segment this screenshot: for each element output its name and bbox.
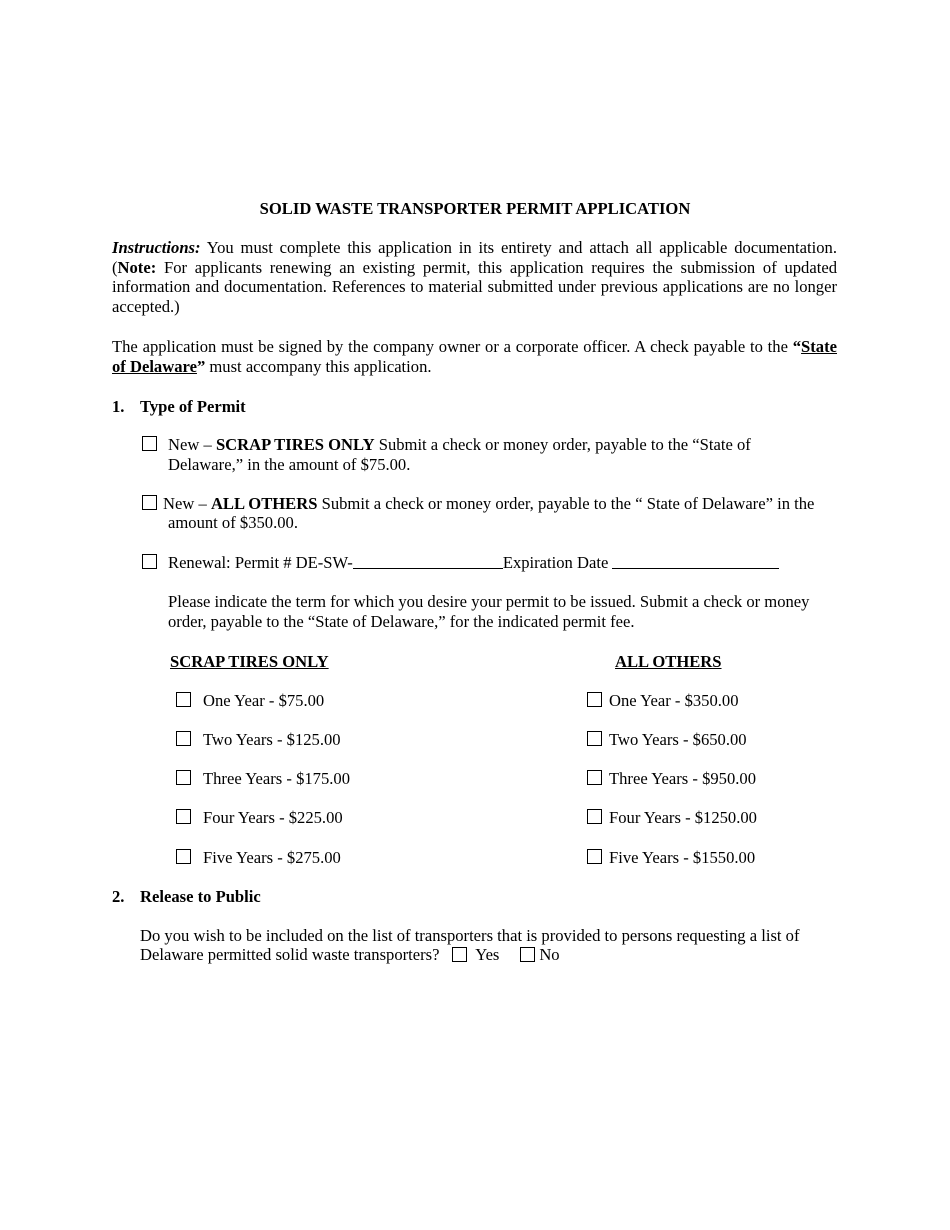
new-all-others-line-2: amount of $350.00. bbox=[168, 513, 298, 532]
section-2-number: 2. bbox=[112, 887, 125, 906]
new-scrap-tires-bold: SCRAP TIRES ONLY bbox=[215, 435, 375, 454]
new-all-others-checkbox[interactable] bbox=[142, 495, 157, 510]
scrap-one-year-label: One Year - $75.00 bbox=[203, 691, 325, 710]
new-all-others-bold: ALL OTHERS bbox=[210, 494, 318, 513]
permit-number-field[interactable] bbox=[353, 554, 503, 569]
others-two-years-label: Two Years - $650.00 bbox=[609, 730, 747, 749]
scrap-five-years-label: Five Years - $275.00 bbox=[203, 848, 341, 867]
note-label: Note: bbox=[117, 257, 157, 277]
scrap-two-years-checkbox[interactable] bbox=[176, 731, 191, 746]
expiration-date-field[interactable] bbox=[612, 554, 779, 569]
scrap-four-years-label: Four Years - $225.00 bbox=[203, 808, 343, 827]
release-no-checkbox[interactable] bbox=[520, 947, 535, 962]
others-three-years-checkbox[interactable] bbox=[587, 770, 602, 785]
term-instructions: Please indicate the term for which you desire your permit to be issued. Submit a check or money order, payable to the “State of Delaware,” for the indicated permit fee. bbox=[168, 592, 810, 631]
others-two-years-checkbox[interactable] bbox=[587, 731, 602, 746]
scrap-five-years-checkbox[interactable] bbox=[176, 849, 191, 864]
renewal-line bbox=[168, 553, 779, 573]
instructions-text: You must complete this application in its entirety and attach all applicable documentation. ( bbox=[112, 238, 837, 277]
others-four-years-checkbox[interactable] bbox=[587, 809, 602, 824]
scrap-tires-header: SCRAP TIRES ONLY bbox=[170, 652, 329, 671]
others-five-years-checkbox[interactable] bbox=[587, 849, 602, 864]
scrap-two-years-label: Two Years - $125.00 bbox=[203, 730, 341, 749]
note-text: For applicants renewing an existing permit, this application requires the submission of updated information and documentation. References to material submitted under previous applications are no longer accepted.) bbox=[112, 257, 837, 316]
release-question-line-2 bbox=[140, 945, 560, 965]
section-2-title: Release to Public bbox=[140, 887, 261, 906]
new-scrap-tires-line-2: Delaware,” in the amount of $75.00. bbox=[168, 455, 411, 474]
signature-text: The application must be signed by the company owner or a corporate officer. A check payable to the bbox=[112, 337, 793, 356]
section-1-number: 1. bbox=[112, 397, 125, 416]
release-no-label: No bbox=[539, 945, 560, 964]
payee-name: State of Delaware bbox=[112, 337, 837, 376]
page-title: SOLID WASTE TRANSPORTER PERMIT APPLICATION bbox=[259, 199, 691, 218]
signature-paragraph: The application must be signed by the company owner or a corporate officer. A check payable to the “State of Delaware” must accompany this application. bbox=[112, 337, 837, 376]
release-yes-checkbox[interactable] bbox=[452, 947, 467, 962]
new-scrap-tires-checkbox[interactable] bbox=[142, 436, 157, 451]
scrap-four-years-checkbox[interactable] bbox=[176, 809, 191, 824]
scrap-three-years-checkbox[interactable] bbox=[176, 770, 191, 785]
expiration-label: Expiration Date bbox=[502, 553, 613, 572]
others-three-years-label: Three Years - $950.00 bbox=[609, 769, 757, 788]
release-question-line-1: Do you wish to be included on the list of transporters that is provided to persons requesting a list of bbox=[140, 926, 800, 945]
scrap-one-year-checkbox[interactable] bbox=[176, 692, 191, 707]
others-one-year-checkbox[interactable] bbox=[587, 692, 602, 707]
instructions-label: Instructions: bbox=[112, 238, 201, 257]
renewal-label: Renewal: Permit # DE-SW- bbox=[168, 553, 353, 572]
others-four-years-label: Four Years - $1250.00 bbox=[609, 808, 757, 827]
new-all-others-line-1: New – ALL OTHERS Submit a check or money order, payable to the “ State of Delaware” in the bbox=[163, 494, 815, 513]
section-1-title: Type of Permit bbox=[140, 397, 246, 416]
all-others-header: ALL OTHERS bbox=[615, 652, 722, 671]
instructions-paragraph bbox=[112, 238, 837, 316]
new-scrap-tires-line-1: New – SCRAP TIRES ONLY Submit a check or money order, payable to the “State of bbox=[168, 435, 751, 454]
others-one-year-label: One Year - $350.00 bbox=[609, 691, 739, 710]
scrap-three-years-label: Three Years - $175.00 bbox=[203, 769, 351, 788]
others-five-years-label: Five Years - $1550.00 bbox=[609, 848, 756, 867]
renewal-checkbox[interactable] bbox=[142, 554, 157, 569]
release-question-text: Delaware permitted solid waste transporters? bbox=[140, 945, 440, 964]
release-yes-label: Yes bbox=[475, 945, 500, 964]
